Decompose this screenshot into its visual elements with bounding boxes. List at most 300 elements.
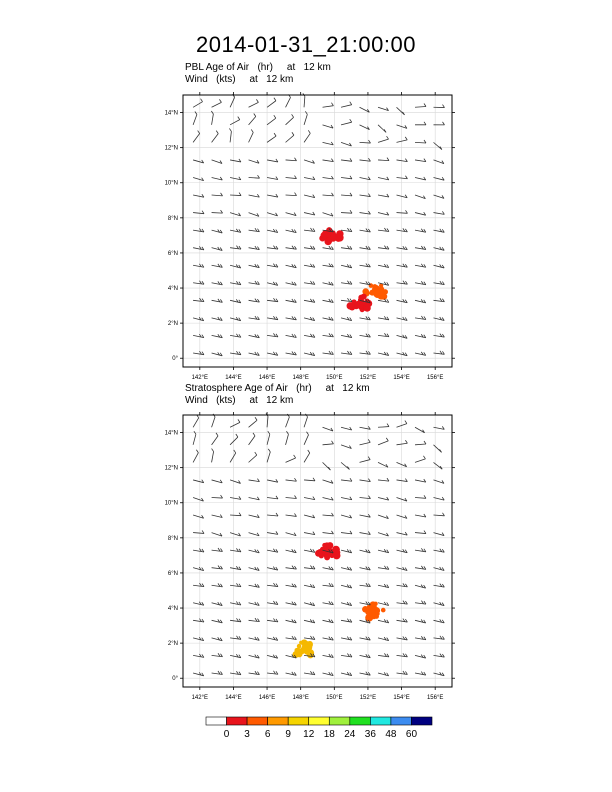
wind-barb xyxy=(230,566,241,570)
wind-barb xyxy=(267,264,278,268)
wind-barb xyxy=(360,567,371,571)
barb-staff xyxy=(249,480,260,482)
wind-barb xyxy=(286,132,294,142)
barb-staff xyxy=(286,177,297,178)
wind-barb xyxy=(230,213,241,216)
wind-barb xyxy=(415,441,426,445)
wind-barb xyxy=(286,264,297,268)
wind-barb xyxy=(193,672,204,676)
wind-barb xyxy=(249,549,260,553)
wind-barb xyxy=(267,671,278,675)
wind-barb xyxy=(360,281,371,285)
wind-barb xyxy=(323,125,334,128)
wind-barb xyxy=(286,213,297,216)
wind-barb xyxy=(267,282,278,286)
wind-barb xyxy=(304,602,315,606)
barb-staff xyxy=(193,134,200,143)
wind-barb xyxy=(415,177,426,180)
barb-flag xyxy=(421,601,423,604)
wind-barb xyxy=(286,566,297,570)
barb-staff xyxy=(267,335,278,336)
wind-barb xyxy=(415,229,426,233)
wind-barb xyxy=(230,193,241,196)
wind-barb xyxy=(304,584,315,588)
wind-barb xyxy=(323,103,334,108)
barb-staff xyxy=(378,480,389,481)
barb-staff xyxy=(397,248,408,250)
wind-barb xyxy=(341,602,352,606)
wind-barb xyxy=(304,565,315,569)
barb-staff xyxy=(286,458,296,462)
wind-barb xyxy=(193,602,204,606)
wind-barb xyxy=(249,129,254,142)
wind-barb xyxy=(323,497,334,500)
wind-barb xyxy=(415,655,426,659)
wind-barb xyxy=(360,514,371,517)
shaded-cell xyxy=(379,286,384,291)
wind-barb xyxy=(212,131,219,143)
barb-staff xyxy=(323,160,334,162)
barb-staff xyxy=(304,133,310,142)
x-tick-label: 146°E xyxy=(258,375,276,381)
wind-barb xyxy=(341,549,352,553)
wind-barb xyxy=(360,583,371,587)
barb-staff xyxy=(193,434,196,445)
barb-flag xyxy=(254,114,256,117)
wind-barb xyxy=(323,654,334,658)
wind-barb xyxy=(286,584,297,588)
wind-barb xyxy=(341,351,352,355)
barb-staff xyxy=(267,118,276,125)
barb-staff xyxy=(286,434,289,445)
wind-barb xyxy=(193,583,204,587)
colorbar-label: 9 xyxy=(285,729,291,740)
wind-barb xyxy=(304,130,310,142)
barb-staff xyxy=(249,117,256,125)
barb-staff xyxy=(360,195,371,197)
barb-flag xyxy=(218,653,220,656)
barb-staff xyxy=(378,427,389,428)
barb-staff xyxy=(323,177,334,179)
wind-barb xyxy=(286,176,297,179)
wind-barb xyxy=(378,316,389,320)
barb-flag xyxy=(255,452,257,455)
wind-barb xyxy=(323,193,334,196)
wind-barb xyxy=(378,424,389,428)
shaded-cell xyxy=(324,238,331,245)
wind-barb xyxy=(212,317,223,321)
barb-staff xyxy=(286,318,297,320)
barb-staff xyxy=(415,142,426,143)
barb-flag xyxy=(308,450,310,453)
barb-staff xyxy=(286,638,297,640)
wind-barb xyxy=(286,431,289,445)
wind-barb xyxy=(304,111,307,125)
wind-barb xyxy=(249,334,260,338)
wind-barb xyxy=(378,438,388,445)
wind-barb xyxy=(415,672,426,676)
wind-barb xyxy=(415,246,426,250)
wind-barbs xyxy=(193,93,444,355)
barb-staff xyxy=(212,452,214,463)
wind-barb xyxy=(304,334,315,338)
barb-staff xyxy=(341,177,352,178)
wind-barb xyxy=(212,637,223,641)
barb-staff xyxy=(230,638,241,639)
wind-barb xyxy=(193,637,204,641)
wind-barb xyxy=(360,194,371,197)
wind-barb xyxy=(397,264,408,268)
barb-staff xyxy=(230,497,241,499)
barb-flag xyxy=(443,105,445,108)
barb-flag xyxy=(368,457,370,460)
barb-staff xyxy=(304,114,307,125)
barb-staff xyxy=(378,195,389,197)
barb-staff xyxy=(341,353,352,355)
barb-staff xyxy=(286,568,297,569)
barb-staff xyxy=(341,533,352,534)
barb-staff xyxy=(360,318,371,320)
wind-barb xyxy=(304,246,315,250)
wind-barb xyxy=(193,351,204,355)
barb-staff xyxy=(415,568,426,570)
wind-barb xyxy=(323,462,331,470)
barb-staff xyxy=(434,462,443,469)
wind-barb xyxy=(267,479,278,482)
panel2-subtitle: Wind (kts) at 12 km xyxy=(185,395,294,406)
y-tick-label: 2°N xyxy=(167,641,178,648)
barb-staff xyxy=(193,115,197,125)
wind-barb xyxy=(193,431,196,445)
barb-flag xyxy=(310,565,312,568)
barb-staff xyxy=(341,620,352,622)
barb-staff xyxy=(249,248,260,250)
wind-barb xyxy=(212,583,223,587)
barb-staff xyxy=(267,603,278,605)
wind-barb xyxy=(193,298,204,302)
barb-flag xyxy=(238,419,240,422)
wind-barb xyxy=(341,317,352,321)
wind-barb xyxy=(378,158,389,161)
barb-staff xyxy=(397,160,408,162)
wind-barbs xyxy=(193,413,444,676)
wind-barb xyxy=(267,637,278,641)
wind-barb xyxy=(323,333,334,337)
wind-barb xyxy=(212,264,223,268)
colorbar-label: 0 xyxy=(223,729,230,740)
barb-staff xyxy=(341,300,352,301)
y-tick-label: 12°N xyxy=(164,465,178,472)
wind-barb xyxy=(193,194,204,197)
wind-barb xyxy=(230,434,238,445)
barb-flag xyxy=(423,456,425,459)
wind-barb xyxy=(230,159,241,162)
wind-barb xyxy=(286,316,297,320)
barb-staff xyxy=(267,452,270,463)
wind-barb xyxy=(323,672,334,676)
wind-barb xyxy=(212,210,223,213)
barb-staff xyxy=(267,497,278,498)
wind-barb xyxy=(360,672,371,676)
barb-staff xyxy=(249,436,255,445)
colorbar-swatch xyxy=(206,717,227,725)
x-tick-label: 148°E xyxy=(292,695,309,701)
barb-staff xyxy=(378,335,389,336)
barb-staff xyxy=(230,550,241,552)
wind-barb xyxy=(360,246,371,250)
page-title: 2014-01-31_21:00:00 xyxy=(196,32,416,57)
wind-barb xyxy=(193,246,204,250)
wind-barb xyxy=(267,583,278,587)
wind-barb xyxy=(267,431,270,445)
wind-barb xyxy=(304,299,315,303)
wind-barb xyxy=(230,480,240,484)
wind-barb xyxy=(193,177,204,180)
x-tick-label: 144°E xyxy=(225,695,242,701)
barb-staff xyxy=(230,120,240,125)
wind-barb xyxy=(304,195,315,198)
wind-barb xyxy=(304,532,315,535)
barb-staff xyxy=(193,620,204,622)
wind-barb xyxy=(360,158,371,161)
x-tick-label: 144°E xyxy=(225,375,242,381)
barb-flag xyxy=(307,432,309,435)
wind-barb xyxy=(212,299,223,303)
wind-barb xyxy=(249,584,260,588)
wind-barb xyxy=(415,427,425,432)
x-tick-label: 146°E xyxy=(258,695,276,701)
barb-flag xyxy=(386,438,388,441)
x-tick-label: 154°E xyxy=(393,375,410,381)
barb-staff xyxy=(397,213,408,214)
wind-barb xyxy=(286,455,296,462)
barb-staff xyxy=(212,436,218,445)
colorbar-swatch xyxy=(268,717,289,725)
wind-barb xyxy=(212,177,223,180)
y-tick-label: 14°N xyxy=(164,110,178,117)
barb-staff xyxy=(378,655,389,656)
wind-barb xyxy=(360,602,371,606)
barb-staff xyxy=(249,455,257,462)
barb-staff xyxy=(378,139,389,142)
wind-barb xyxy=(230,94,235,107)
x-tick-label: 142°E xyxy=(191,695,209,701)
wind-barb xyxy=(304,450,310,462)
wind-barb xyxy=(212,671,223,675)
barb-staff xyxy=(193,230,204,232)
barb-staff xyxy=(230,673,241,675)
wind-barb xyxy=(415,548,426,552)
wind-barb xyxy=(286,193,297,196)
barb-staff xyxy=(193,418,199,427)
wind-barb xyxy=(304,414,307,427)
barb-staff xyxy=(304,96,305,107)
wind-barb xyxy=(212,495,223,498)
wind-barb xyxy=(378,584,389,588)
wind-barb xyxy=(267,449,270,463)
y-tick-label: 4°N xyxy=(167,286,178,293)
barb-staff xyxy=(193,283,204,284)
wind-barb xyxy=(360,457,371,463)
wind-barb xyxy=(304,619,315,623)
wind-barb xyxy=(397,281,408,285)
wind-barb xyxy=(230,177,241,180)
wind-barb xyxy=(249,281,260,285)
barb-flag xyxy=(212,449,214,452)
wind-barb xyxy=(267,194,278,197)
wind-barb xyxy=(267,115,276,125)
wind-barb xyxy=(230,450,236,462)
wind-barb xyxy=(397,299,408,303)
wind-barb xyxy=(341,653,352,657)
barb-staff xyxy=(397,140,408,143)
wind-barb xyxy=(378,228,389,232)
wind-barb xyxy=(378,602,389,606)
barb-staff xyxy=(212,195,223,196)
wind-barb xyxy=(304,432,308,445)
barb-flag xyxy=(251,129,253,132)
barb-staff xyxy=(286,353,297,355)
barb-staff xyxy=(230,422,240,427)
wind-barb xyxy=(230,601,241,605)
wind-barb xyxy=(249,479,260,482)
wind-barb xyxy=(193,211,204,214)
wind-barb xyxy=(267,229,278,233)
wind-barb xyxy=(230,496,241,499)
wind-barb xyxy=(249,114,256,125)
wind-barb xyxy=(286,114,294,125)
wind-barb xyxy=(378,533,388,536)
wind-barb xyxy=(249,452,257,462)
wind-barb xyxy=(378,462,388,467)
wind-barb xyxy=(212,433,218,445)
barb-staff xyxy=(249,132,254,142)
barb-flag xyxy=(347,298,349,301)
barb-flag xyxy=(424,104,426,107)
wind-barb xyxy=(267,177,278,180)
shaded-cell xyxy=(303,646,311,654)
x-tick-label: 150°E xyxy=(326,375,343,381)
barb-flag xyxy=(229,128,231,131)
wind-barb xyxy=(249,246,260,250)
shaded-cell xyxy=(369,290,375,296)
wind-barb xyxy=(415,514,426,517)
wind-barb xyxy=(193,317,204,321)
barb-flag xyxy=(201,99,203,102)
barb-staff xyxy=(415,533,426,534)
barb-staff xyxy=(341,248,352,250)
wind-barb xyxy=(397,137,408,143)
shaded-cell xyxy=(337,551,341,555)
wind-barb xyxy=(212,480,223,483)
barb-staff xyxy=(397,620,408,622)
wind-barb xyxy=(341,584,352,588)
wind-barb xyxy=(341,497,352,500)
barb-staff xyxy=(267,265,278,267)
wind-barb xyxy=(249,213,259,217)
wind-barb xyxy=(341,462,349,469)
barb-staff xyxy=(360,460,371,463)
barb-staff xyxy=(397,655,408,656)
wind-barb xyxy=(341,672,352,676)
barb-flag xyxy=(443,122,445,125)
barb-staff xyxy=(304,673,315,675)
wind-barb xyxy=(212,449,214,463)
barb-flag xyxy=(405,137,407,140)
wind-barb xyxy=(397,653,408,657)
wind-barb xyxy=(304,160,314,163)
barb-flag xyxy=(440,351,442,354)
wind-barb xyxy=(249,352,260,356)
wind-barb xyxy=(193,530,204,533)
barb-flag xyxy=(350,102,352,105)
x-tick-label: 156°E xyxy=(426,695,444,701)
wind-barb xyxy=(212,334,223,338)
barb-staff xyxy=(415,638,426,640)
colorbar-swatch xyxy=(370,717,391,725)
wind-barb xyxy=(397,549,408,553)
barb-flag xyxy=(292,114,294,117)
wind-barb xyxy=(378,177,389,180)
barb-staff xyxy=(341,480,352,481)
wind-barb xyxy=(212,352,223,356)
wind-barb xyxy=(230,513,241,516)
barb-flag xyxy=(198,131,200,134)
wind-barb xyxy=(230,654,241,658)
wind-barb xyxy=(378,136,389,142)
colorbar-label: 60 xyxy=(405,729,418,740)
barb-staff xyxy=(323,444,334,445)
wind-barb xyxy=(415,316,426,320)
shaded-cell xyxy=(322,234,327,239)
barb-staff xyxy=(415,248,426,250)
wind-barb xyxy=(230,548,241,552)
wind-barb xyxy=(267,567,278,571)
wind-barb xyxy=(193,334,204,338)
colorbar-label: 48 xyxy=(385,729,397,740)
barb-staff xyxy=(397,230,408,232)
wind-barb xyxy=(286,602,297,606)
wind-barb xyxy=(341,246,352,250)
barb-flag xyxy=(310,228,312,231)
wind-barb xyxy=(360,334,371,338)
barb-staff xyxy=(397,603,408,604)
chart-panel-2 xyxy=(165,412,455,701)
wind-barb xyxy=(415,585,426,589)
wind-barb xyxy=(341,176,352,179)
wind-barb xyxy=(286,246,297,250)
barb-staff xyxy=(286,417,290,427)
barb-flag xyxy=(331,441,333,444)
barb-staff xyxy=(230,437,238,445)
wind-barb xyxy=(304,281,315,285)
wind-barb xyxy=(434,142,442,149)
x-tick-label: 152°E xyxy=(359,695,377,701)
barb-staff xyxy=(323,603,334,605)
barb-flag xyxy=(273,298,275,301)
wind-barb xyxy=(267,98,276,108)
wind-barb xyxy=(230,264,241,268)
wind-barb xyxy=(267,213,277,216)
wind-barb xyxy=(323,159,334,162)
wind-barb xyxy=(304,671,315,675)
wind-barb xyxy=(193,160,204,163)
wind-barb xyxy=(341,619,352,623)
wind-barb xyxy=(341,281,352,285)
wind-barb xyxy=(415,281,426,285)
wind-barb xyxy=(397,107,405,115)
wind-barb xyxy=(304,264,315,268)
